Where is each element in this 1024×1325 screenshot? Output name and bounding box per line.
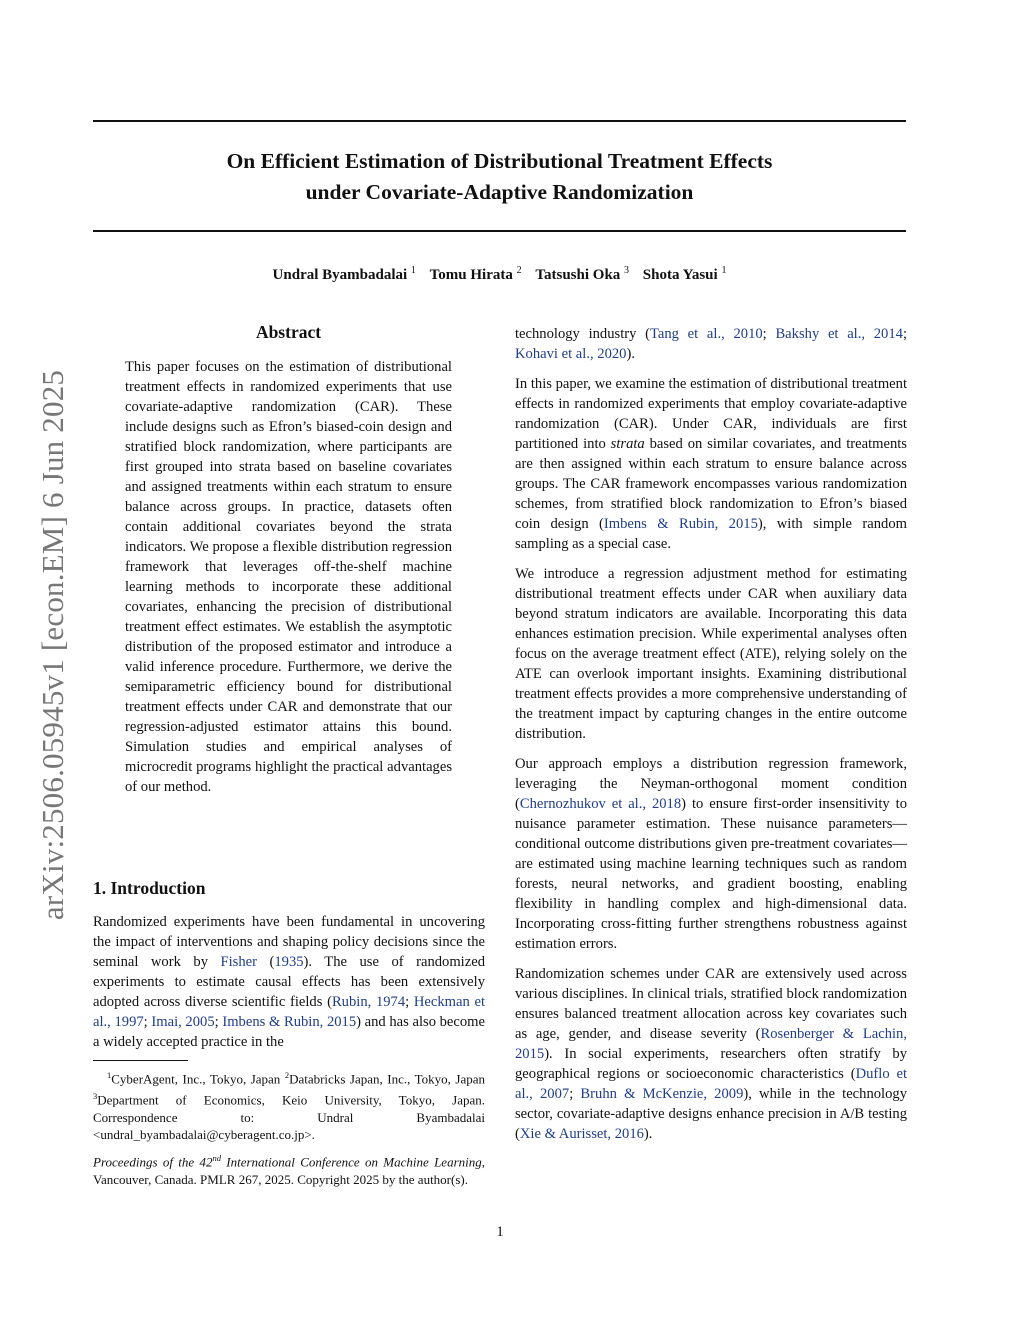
footnote-rule (93, 1060, 188, 1061)
citation-link[interactable]: Xie & Aurisset, 2016 (519, 1126, 644, 1142)
citation-link[interactable]: Duflo et al., 2007 (515, 1066, 908, 1102)
citation-link[interactable]: Rubin, 1974 (331, 994, 406, 1010)
citation-link[interactable]: Bruhn & McKenzie, 2009 (580, 1086, 744, 1102)
paper-title (93, 146, 906, 208)
section-heading-introduction: 1. Introduction (93, 878, 206, 898)
introduction-column (93, 912, 485, 1052)
abstract-text: This paper focuses on the estimation of distributional treatment effects in randomized experiments that use covariate-adaptive randomization (CAR). These include designs such as Efron’s biased-coin design and stratified block randomization, where participants are first grouped into strata based on baseline covariates and assigned treatments within each stratum to ensure balance across groups. In practice, datasets often contain additional covariates beyond the strata indicators. We propose a flexible distribution regression framework that leverages off-the-shelf machine learning methods to incorporate these additional covariates, enhancing the precision of distributional treatment effect estimates. We establish the asymptotic distribution of the proposed estimator and introduce a valid inference procedure. Furthermore, we derive the semiparametric efficiency bound for distributional treatment effects under CAR and demonstrate that our regression-adjusted estimator attains this bound. Simulation studies and empirical analyses of microcredit programs highlight the practical advantages of our method. (125, 359, 452, 795)
page-number: 1 (496, 1224, 504, 1240)
citation-link[interactable]: Imbens & Rubin, 2015 (222, 1014, 357, 1030)
arxiv-identifier-sidebar: arXiv:2506.05945v1 [econ.EM] 6 Jun 2025 (35, 369, 70, 921)
right-paragraph-3: Our approach employs a distribution regression framework, leveraging the Neyman-orthogonal moment condition (Chernozhukov et al., 2018) to ensure first-order insensitivity to nuisance parameter estimation. These nuisance parameters—conditional outcome distributions given pre-treatment covariates—are estimated using machine learning techniques such as random forests, neural networks, and gradient boosting, enabling flexibility in handling complex and high-dimensional data. Incorporating cross-fitting further strengthens robustness against estimation errors. (515, 756, 907, 952)
citation-link[interactable]: Tang et al., 2010 (649, 326, 763, 342)
proceedings-footnote: Proceedings of the 42nd International Conference on Machine Learning, Vancouver, Canada. PMLR 267, 2025. Copyright 2025 by the author(s). (93, 1153, 485, 1187)
abstract-body (125, 357, 452, 797)
citation-link[interactable]: Fisher (220, 954, 257, 970)
author: Undral Byambadalai $^1$ (272, 265, 416, 283)
author: Shota Yasui $^1$ (642, 265, 727, 283)
title-line-2: under Covariate-Adaptive Randomization (305, 180, 694, 204)
author: Tatsushi Oka $^3$ (535, 265, 630, 283)
citation-link[interactable]: Kohavi et al., 2020 (515, 346, 627, 362)
intro-paragraph-1: Randomized experiments have been fundamental in uncovering the impact of interventions and shaping policy decisions since the seminal work by Fisher (1935). The use of randomized experiments to estimate causal effects has been extensively adopted across diverse scientific fields (Rubin, 1974; Heckman et al., 1997; Imai, 2005; Imbens & Rubin, 2015) and has also become a widely accepted practice in the (93, 914, 486, 1050)
citation-link[interactable]: Chernozhukov et al., 2018 (519, 796, 682, 812)
citation-link[interactable]: Rosenberger & Lachin, 2015 (515, 1026, 907, 1062)
citation-link[interactable]: Bakshy et al., 2014 (775, 326, 903, 342)
citation-link[interactable]: Heckman et al., 1997 (93, 994, 485, 1030)
title-line-1: On Efficient Estimation of Distributional Treatment Effects (226, 149, 773, 173)
title-top-rule (93, 120, 906, 122)
right-paragraph-4: Randomization schemes under CAR are extensively used across various disciplines. In clinical trials, stratified block randomization ensures balanced treatment allocation across key covariates such as age, gender, and disease severity (Rosenberger & Lachin, 2015). In social experiments, researchers often stratify by geographical regions or socioeconomic characteristics (Duflo et al., 2007; Bruhn & McKenzie, 2009), while in the technology sector, covariate-adaptive designs enhance precision in A/B testing (Xie & Aurisset, 2016). (515, 966, 908, 1142)
affiliation-footnote: $^1$CyberAgent, Inc., Tokyo, Japan $^2$Databricks Japan, Inc., Tokyo, Japan $^3$Department of Economics, Keio University, Tokyo, Japan. Correspondence to: Undral Byambadalai <undral_byambadalai@cyberagent.co.jp>. (93, 1070, 485, 1143)
citation-link[interactable]: Imai, 2005 (151, 1014, 215, 1030)
abstract-heading: Abstract (255, 322, 322, 342)
author-list (93, 265, 906, 284)
right-column (515, 324, 907, 1154)
citation-link[interactable]: 1935 (274, 954, 304, 970)
author: Tomu Hirata $^2$ (429, 265, 522, 283)
right-paragraph-1: In this paper, we examine the estimation of distributional treatment effects in randomized experiments that employ covariate-adaptive randomization (CAR). Under CAR, individuals are first partitioned into strata based on similar covariates, and treatments are then assigned within each stratum to ensure balance across groups. The CAR framework encompasses various randomization schemes, from stratified block randomization to Efron’s biased coin design (Imbens & Rubin, 2015), with simple random sampling as a special case. (515, 376, 907, 552)
right-paragraph-0: technology industry (Tang et al., 2010; Bakshy et al., 2014; Kohavi et al., 2020). (515, 326, 908, 362)
title-bottom-rule (93, 230, 906, 232)
right-paragraph-2: We introduce a regression adjustment method for estimating distributional treatment effects under CAR when auxiliary data beyond stratum indicators are available. Incorporating this data enhances estimation precision. While experimental analyses often focus on the average treatment effect (ATE), relying solely on the ATE can overlook important insights. Examining distributional treatment effects provides a more comprehensive understanding of the treatment impact by capturing changes in the entire outcome distribution. (515, 566, 907, 742)
citation-link[interactable]: Imbens & Rubin, 2015 (603, 516, 758, 532)
